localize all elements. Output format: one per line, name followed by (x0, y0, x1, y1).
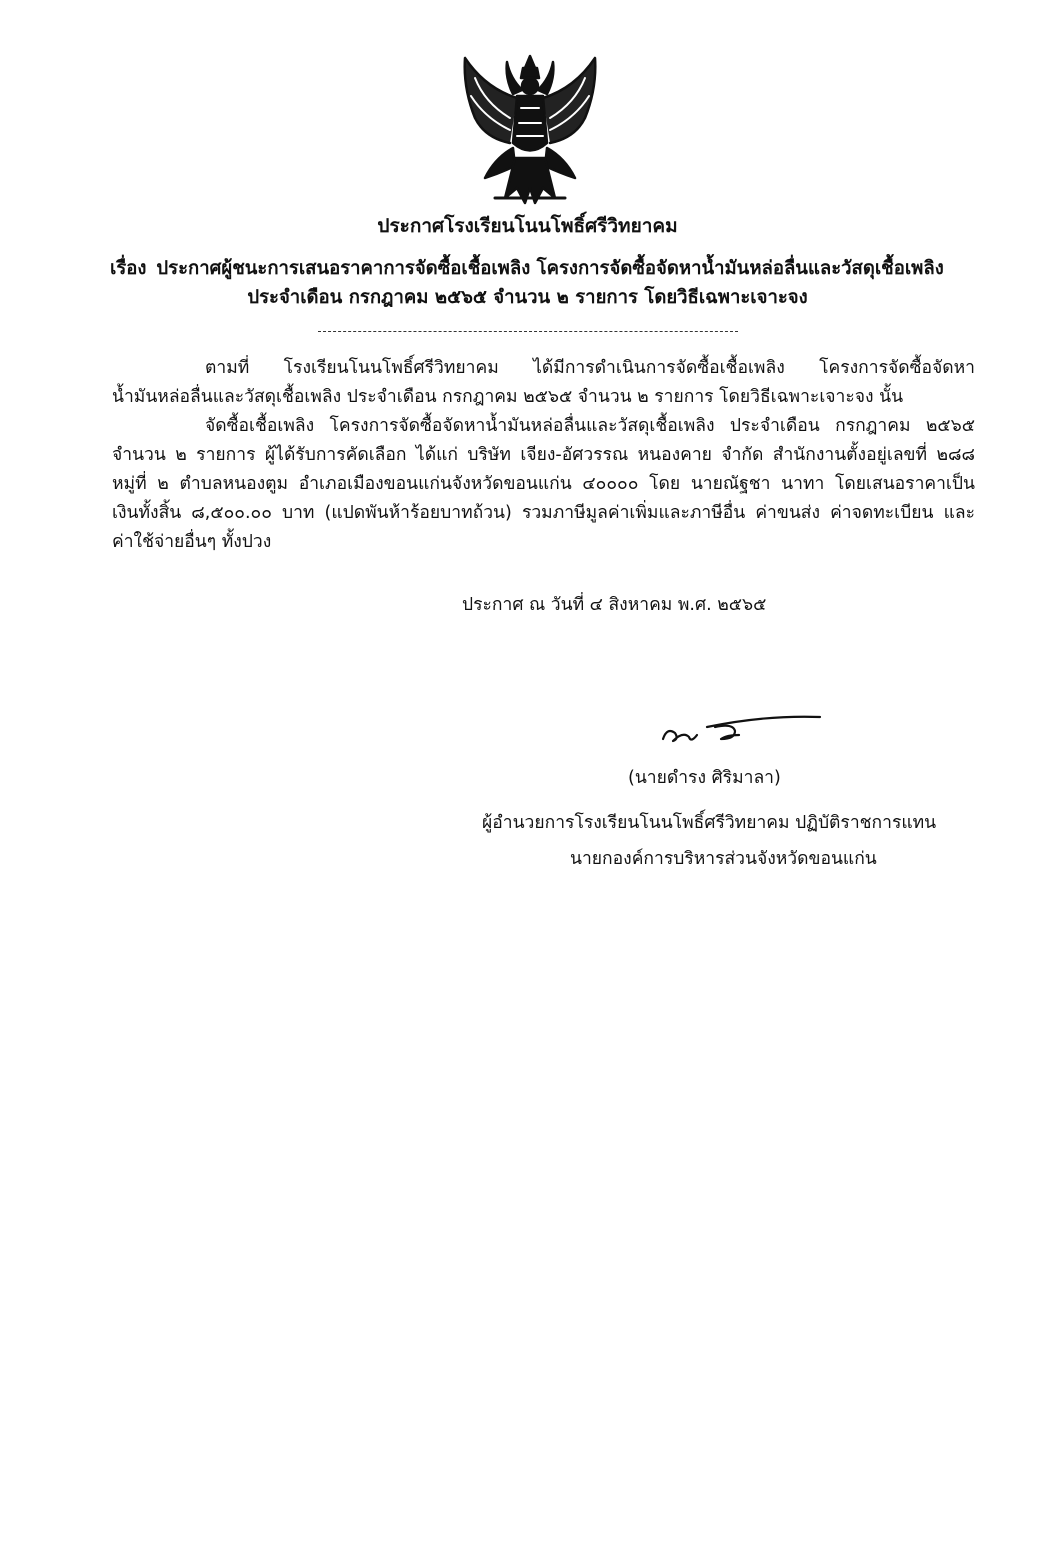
subject-text: ประกาศผู้ชนะการเสนอราคาการจัดซื้อเชื้อเพลิง โครงการจัดซื้อจัดหาน้ำมันหล่อลื่นและวัสดุเชื้อเพลิง (156, 258, 944, 279)
signature-mark (655, 705, 825, 750)
para2-line1: จัดซื้อเชื้อเพลิง โครงการจัดซื้อจัดหาน้ำมันหล่อลื่นและวัสดุเชื้อเพลิง ประจำเดือน กรกฎาคม ๒๕๖๕ (205, 416, 975, 436)
signatory-position-1: ผู้อำนวยการโรงเรียนโนนโพธิ์ศรีวิทยาคม ปฏิบัติราชการแทน (482, 813, 937, 833)
signatory-position-2: นายกองค์การบริหารส่วนจังหวัดขอนแก่น (570, 849, 877, 869)
subject-line (110, 256, 944, 282)
para2-line5: ค่าใช้จ่ายอื่นๆ ทั้งปวง (112, 532, 272, 552)
announce-date: ประกาศ ณ วันที่ ๔ สิงหาคม พ.ศ. ๒๕๖๕ (462, 595, 767, 615)
signatory-name: (นายดำรง ศิริมาลา) (628, 768, 781, 788)
subject-label: เรื่อง (110, 258, 147, 279)
separator-line (318, 331, 738, 332)
garuda-emblem-icon (455, 48, 605, 208)
para1-line2: น้ำมันหล่อลื่นและวัสดุเชื้อเพลิง ประจำเดือน กรกฎาคม ๒๕๖๕ จำนวน ๒ รายการ โดยวิธีเฉพาะเจาะจง นั้น (112, 387, 904, 407)
para2-line3: หมู่ที่ ๒ ตำบลหนองตูม อำเภอเมืองขอนแก่นจังหวัดขอนแก่น ๔๐๐๐๐ โดย นายณัฐชา นาทา โดยเสนอราคาเป็น (112, 474, 975, 494)
para1-line1: ตามที่ โรงเรียนโนนโพธิ์ศรีวิทยาคม ได้มีการดำเนินการจัดซื้อเชื้อเพลิง โครงการจัดซื้อจัดหา (205, 358, 975, 378)
para2-line2: จำนวน ๒ รายการ ผู้ได้รับการคัดเลือก ได้แก่ บริษัท เจียง-อัศวรรณ หนองคาย จำกัด สำนักงานตั้งอยู่เลขที่ ๒๘๘ (112, 445, 975, 465)
subject-continuation: ประจำเดือน กรกฎาคม ๒๕๖๕ จำนวน ๒ รายการ โดยวิธีเฉพาะเจาะจง (247, 287, 808, 308)
para2-line4: เงินทั้งสิ้น ๘,๕๐๐.๐๐ บาท (แปดพันห้าร้อยบาทถ้วน) รวมภาษีมูลค่าเพิ่มและภาษีอื่น ค่าขนส่ง ค่าจดทะเบียน และ (112, 503, 975, 523)
agency-title: ประกาศโรงเรียนโนนโพธิ์ศรีวิทยาคม (377, 215, 678, 237)
